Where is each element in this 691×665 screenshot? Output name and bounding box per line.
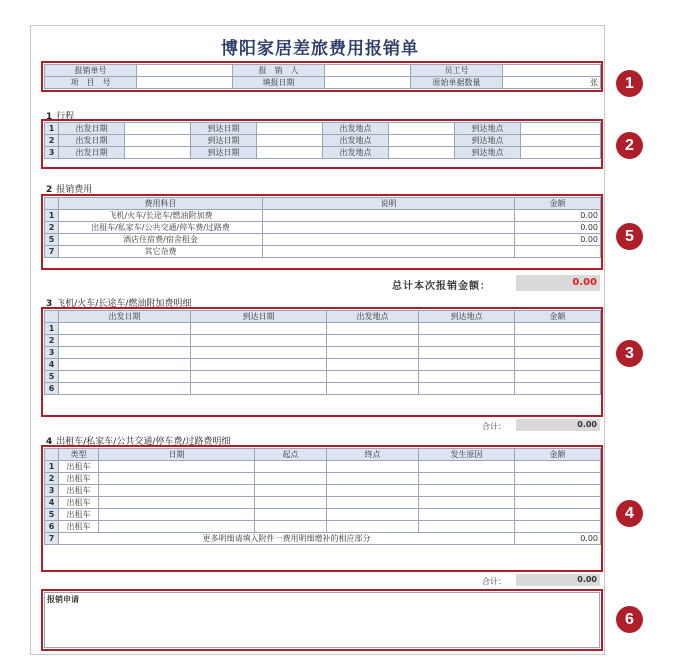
grand-total-value: 0.00 [516,275,600,291]
itinerary-label: 出发地点 [323,135,389,147]
highlight-box-2 [41,119,603,169]
expense-header: 费用科目 [59,198,263,210]
taxi-type: 出租车 [59,485,99,497]
row-index: 7 [45,246,59,258]
travel-sum-label: 合计： [482,422,506,431]
row-index: 1 [45,323,59,335]
taxi-type: 出租车 [59,509,99,521]
itinerary-label: 到达地点 [455,135,521,147]
row-index: 2 [45,473,59,485]
header-label: 报销单号 [45,65,137,77]
row-index: 1 [45,123,59,135]
itinerary-label: 出发日期 [59,147,125,159]
row-index: 1 [45,461,59,473]
more-details-note: 更多明细请填入附件一费用明细增补的相应部分 [59,533,515,545]
row-index: 4 [45,359,59,371]
row-index: 3 [45,485,59,497]
amount-cell: 0.00 [515,533,601,545]
row-index: 4 [45,497,59,509]
grand-total-label: 总计本次报销金额： [392,281,491,292]
row-index: 2 [45,135,59,147]
travel-sum-value: 0.00 [516,419,600,431]
row-index: 6 [45,383,59,395]
itinerary-label: 到达地点 [455,147,521,159]
row-index: 5 [45,234,59,246]
taxi-header: 日期 [99,449,255,461]
row-index: 1 [45,210,59,222]
highlight-box-4 [41,445,603,572]
expense-item: 飞机/火车/长途车/燃油附加费 [59,210,263,222]
amount-cell: 0.00 [515,210,601,222]
row-index: 3 [45,347,59,359]
highlight-box-5 [41,194,603,270]
itinerary-label: 到达地点 [455,123,521,135]
taxi-type: 出租车 [59,461,99,473]
section-2-heading: 2 报销费用 [46,185,93,195]
itinerary-label: 到达日期 [191,123,257,135]
travel-header: 到达日期 [191,311,327,323]
taxi-header: 发生原因 [419,449,515,461]
section-4-heading: 4 出租车/私家车/公共交通/停车费/过路费明细 [46,437,231,447]
amount-cell: 0.00 [515,234,601,246]
travel-header: 出发地点 [327,311,419,323]
travel-header: 金额 [515,311,601,323]
taxi-type: 出租车 [59,521,99,533]
taxi-header: 终点 [327,449,419,461]
taxi-type: 出租车 [59,497,99,509]
travel-header: 到达地点 [419,311,515,323]
row-index: 6 [45,521,59,533]
badge-6: 6 [616,606,643,633]
header-label: 员工号 [411,65,503,77]
taxi-sum-value: 0.00 [516,574,600,586]
itinerary-label: 到达日期 [191,147,257,159]
badge-2: 2 [616,132,643,159]
badge-3: 3 [616,340,643,367]
itinerary-label: 出发地点 [323,147,389,159]
row-index: 7 [45,533,59,545]
row-index: 5 [45,509,59,521]
badge-1: 1 [616,70,643,97]
row-index: 2 [45,222,59,234]
expense-header: 说明 [263,198,515,210]
row-index: 5 [45,371,59,383]
itinerary-label: 出发日期 [59,123,125,135]
badge-4: 4 [616,500,643,527]
expense-header: 金额 [515,198,601,210]
expense-item: 出租车/私家车/公共交通/停车费/过路费 [59,222,263,234]
itinerary-label: 到达日期 [191,135,257,147]
unit-label: 张 [590,78,598,87]
section-1-heading: 1 行程 [46,112,75,122]
amount-cell: 0.00 [515,222,601,234]
highlight-box-3 [41,307,603,417]
highlight-box-6 [41,589,603,651]
travel-header: 出发日期 [59,311,191,323]
taxi-header: 类型 [59,449,99,461]
section-3-heading: 3 飞机/火车/长途车/燃油附加费明细 [46,299,192,309]
apply-label: 报销申请 [47,595,79,604]
taxi-header: 起点 [255,449,327,461]
itinerary-label: 出发地点 [323,123,389,135]
itinerary-label: 出发日期 [59,135,125,147]
header-label: 填报日期 [233,77,325,89]
row-index: 2 [45,335,59,347]
header-label: 项 目 号 [45,77,137,89]
header-label: 报 销 人 [233,65,325,77]
taxi-header: 金额 [515,449,601,461]
taxi-type: 出租车 [59,473,99,485]
highlight-box-1 [41,61,603,92]
expense-item: 其它杂费 [59,246,263,258]
row-index: 3 [45,147,59,159]
header-label: 原始单据数量 [411,77,503,89]
badge-5: 5 [616,223,643,250]
expense-item: 酒店住宿费/宿舍租金 [59,234,263,246]
taxi-sum-label: 合计： [482,577,506,586]
form-title: 博阳家居差旅费用报销单 [221,39,419,59]
